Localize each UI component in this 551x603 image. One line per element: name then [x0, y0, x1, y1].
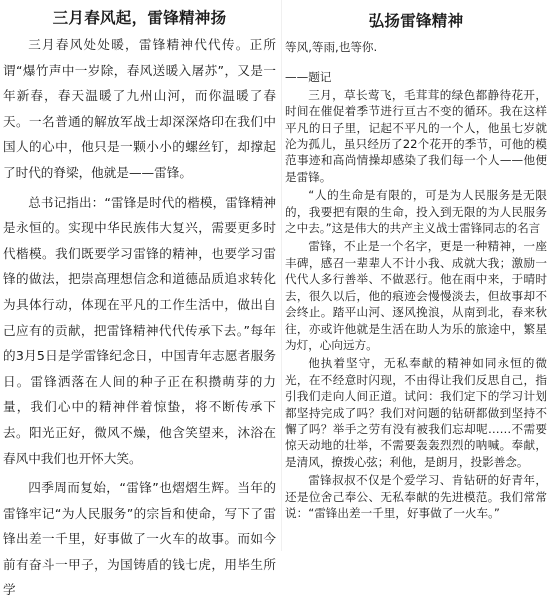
right-paragraph-1: 三月，草长莺飞，毛茸茸的绿色都静待花开，时间在催促着季节进行亘古不变的循环。我在这样平凡的日子里，记起不平凡的一个人，他虽七岁就沦为孤儿，虽只经历了22个花开的季节，可他的模范事迹和高尚情操却感染了我们每一个人——他便是雷锋。 — [285, 87, 547, 184]
left-article-title: 三月春风起，雷锋精神扬 — [52, 9, 227, 27]
right-article-title: 弘扬雷锋精神 — [368, 12, 464, 30]
right-article-epigraph-signature: ——题记 — [285, 70, 332, 85]
right-paragraph-5: 雷锋叔叔不仅是个爱学习、肯钻研的好青年，还是位舍己奉公、无私奉献的先进模范。我们常常说：“雷锋出差一千里，好事做了一火车。” — [285, 473, 547, 520]
right-paragraph-3: 雷锋，不止是一个名字，更是一种精神，一座丰碑，感召一辈辈人不计小我、成就大我；激励一代代人多行善举、不做恶行。他在雨中来，于晴时去，很久以后，他的痕迹会慢慢淡去，但故事却不会终止。踏平山河、逐风挽浪，从南到北，春来秋往，亦或许他就是生活在助人为乐的旅途中，繁星为灯，心向远方。 — [285, 239, 547, 352]
right-article — [283, 0, 551, 551]
column-divider — [281, 0, 282, 551]
left-paragraph-3: 四季周而复始，“雷锋”也熠熠生辉。当年的雷锋牢记“为人民服务”的宗旨和使命，写下了雷锋出差一千里，好事做了一火车的故事。而如今前有奋斗一甲子，为国铸盾的钱七虎，用毕生所学 — [3, 480, 276, 598]
left-paragraph-2: 总书记指出：“雷锋是时代的楷模，雷锋精神是永恒的。实现中华民族伟大复兴，需要更多时代楷模。我们既要学习雷锋的精神，也要学习雷锋的做法，把崇高理想信念和道德品质追求转化为具体行动，体现在平凡的工作生活中，做出自己应有的贡献，把雷锋精神代代传承下去。”每年的3月5日是学雷锋纪念日，中国青年志愿者服务日。雷锋洒落在人间的种子正在积攒萌芽的力量，我们心中的精神伴着惊蛰，将不断传承下去。阳光正好，微风不燥，他含笑望来，沐浴在春风中我们也开怀大笑。 — [3, 194, 276, 466]
left-paragraph-1: 三月春风处处暖，雷锋精神代代传。正所谓“爆竹声中一岁除，春风送暖入屠苏”，又是一年新春，春天温暖了九州山河，而你温暖了春天。一名普通的解放军战士却深深烙印在我们中国人的心中，他只是一颗小小的螺丝钉，却撑起了时代的脊梁，他就是——雷锋。 — [3, 37, 276, 180]
right-paragraph-4: 他执着坚守，无私奉献的精神如同永恒的微光，在不经意时闪现，不由得让我们反思自己，指引我们走向人间正道。试问：我们定下的学习计划都坚持完成了吗？我们对问题的钻研都做到坚持不懈了吗？举手之劳有没有被我们忘却呢……不需要惊天动地的壮举，不需要轰轰烈烈的呐喊。奉献，是清风，撩拨心弦；利他，是朗月，投影善念。 — [285, 356, 547, 469]
right-article-lead: 等风,等雨,也等你. — [285, 40, 378, 54]
right-paragraph-2: “人的生命是有限的，可是为人民服务是无限的，我要把有限的生命，投入到无限的为人民服务之中去。”这是伟大的共产主义战士雷锋同志的名言 — [285, 188, 547, 236]
